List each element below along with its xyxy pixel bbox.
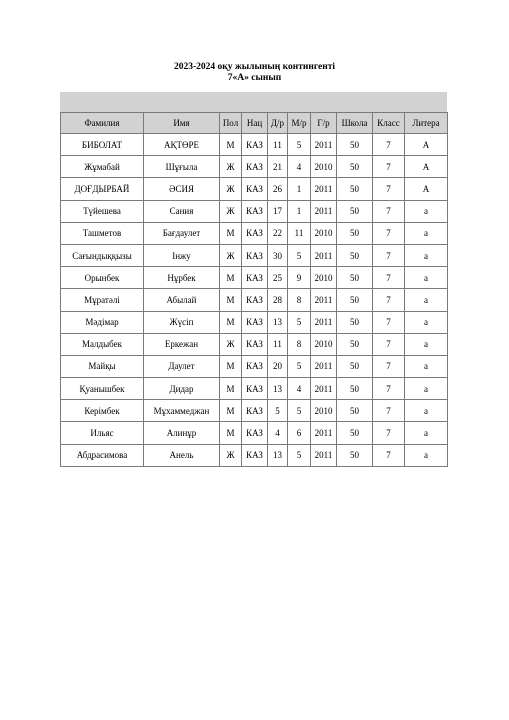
table-row xyxy=(61,400,448,422)
cell-school: 50 xyxy=(337,355,373,377)
cell-class: 7 xyxy=(373,267,405,289)
cell-birth-month: 8 xyxy=(288,333,311,355)
cell-surname: Қуанышбек xyxy=(61,378,144,400)
cell-birth-day: 21 xyxy=(268,156,288,178)
cell-birth-month: 9 xyxy=(288,267,311,289)
cell-first-name: АҚТӨРЕ xyxy=(144,134,220,156)
header-surname: Фамилия xyxy=(61,113,144,134)
table-row xyxy=(61,311,448,333)
cell-school: 50 xyxy=(337,222,373,244)
cell-birth-month: 4 xyxy=(288,378,311,400)
cell-letter: А xyxy=(405,156,448,178)
header-birth-day: Д/р xyxy=(268,113,288,134)
cell-birth-day: 28 xyxy=(268,289,288,311)
table-header xyxy=(61,113,448,134)
cell-birth-day: 13 xyxy=(268,378,288,400)
cell-surname: ДОҒДЫРБАЙ xyxy=(61,178,144,200)
cell-letter: а xyxy=(405,444,448,466)
contingent-table xyxy=(60,112,448,467)
cell-class: 7 xyxy=(373,178,405,200)
cell-surname: Ильяс xyxy=(61,422,144,444)
table-row xyxy=(61,156,448,178)
cell-birth-year: 2011 xyxy=(311,289,337,311)
cell-gender: М xyxy=(220,134,242,156)
cell-class: 7 xyxy=(373,355,405,377)
cell-surname: Түйешева xyxy=(61,200,144,222)
cell-class: 7 xyxy=(373,333,405,355)
cell-birth-day: 20 xyxy=(268,355,288,377)
cell-gender: Ж xyxy=(220,200,242,222)
cell-letter: А xyxy=(405,134,448,156)
cell-first-name: Дидар xyxy=(144,378,220,400)
cell-nationality: КАЗ xyxy=(242,444,268,466)
cell-letter: а xyxy=(405,355,448,377)
cell-gender: Ж xyxy=(220,333,242,355)
cell-letter: а xyxy=(405,200,448,222)
document-subtitle: 7«А» сынып xyxy=(227,73,282,83)
cell-class: 7 xyxy=(373,422,405,444)
cell-nationality: КАЗ xyxy=(242,378,268,400)
cell-nationality: КАЗ xyxy=(242,178,268,200)
cell-surname: Ташметов xyxy=(61,222,144,244)
cell-birth-day: 11 xyxy=(268,333,288,355)
cell-school: 50 xyxy=(337,156,373,178)
cell-gender: М xyxy=(220,378,242,400)
header-letter: Литера xyxy=(405,113,448,134)
cell-nationality: КАЗ xyxy=(242,134,268,156)
header-class: Класс xyxy=(373,113,405,134)
cell-nationality: КАЗ xyxy=(242,222,268,244)
cell-letter: а xyxy=(405,311,448,333)
cell-surname: Мәдімар xyxy=(61,311,144,333)
cell-class: 7 xyxy=(373,400,405,422)
cell-first-name: ӘСИЯ xyxy=(144,178,220,200)
cell-birth-year: 2011 xyxy=(311,444,337,466)
cell-birth-month: 1 xyxy=(288,200,311,222)
cell-gender: М xyxy=(220,400,242,422)
cell-first-name: Даулет xyxy=(144,355,220,377)
cell-gender: М xyxy=(220,355,242,377)
cell-nationality: КАЗ xyxy=(242,400,268,422)
cell-first-name: Сания xyxy=(144,200,220,222)
cell-first-name: Алинұр xyxy=(144,422,220,444)
table-top-band xyxy=(60,92,447,112)
cell-birth-day: 30 xyxy=(268,244,288,266)
cell-class: 7 xyxy=(373,378,405,400)
cell-birth-month: 4 xyxy=(288,156,311,178)
header-birth-month: М/р xyxy=(288,113,311,134)
cell-birth-year: 2011 xyxy=(311,244,337,266)
cell-letter: а xyxy=(405,400,448,422)
cell-nationality: КАЗ xyxy=(242,244,268,266)
cell-letter: а xyxy=(405,422,448,444)
cell-birth-month: 5 xyxy=(288,311,311,333)
cell-class: 7 xyxy=(373,200,405,222)
cell-birth-year: 2011 xyxy=(311,134,337,156)
cell-birth-year: 2011 xyxy=(311,355,337,377)
cell-gender: Ж xyxy=(220,444,242,466)
cell-birth-year: 2010 xyxy=(311,156,337,178)
table-row xyxy=(61,444,448,466)
cell-first-name: Шұғыла xyxy=(144,156,220,178)
cell-class: 7 xyxy=(373,444,405,466)
table-row xyxy=(61,222,448,244)
cell-birth-day: 17 xyxy=(268,200,288,222)
cell-birth-day: 13 xyxy=(268,444,288,466)
cell-gender: М xyxy=(220,222,242,244)
cell-school: 50 xyxy=(337,378,373,400)
cell-birth-year: 2011 xyxy=(311,378,337,400)
cell-gender: М xyxy=(220,311,242,333)
table-row xyxy=(61,355,448,377)
cell-birth-year: 2011 xyxy=(311,311,337,333)
header-nationality: Нац xyxy=(242,113,268,134)
cell-school: 50 xyxy=(337,267,373,289)
cell-birth-month: 5 xyxy=(288,355,311,377)
cell-school: 50 xyxy=(337,400,373,422)
cell-birth-day: 13 xyxy=(268,311,288,333)
cell-birth-month: 6 xyxy=(288,422,311,444)
cell-first-name: Еркежан xyxy=(144,333,220,355)
cell-school: 50 xyxy=(337,311,373,333)
cell-birth-year: 2011 xyxy=(311,422,337,444)
cell-birth-year: 2010 xyxy=(311,400,337,422)
cell-birth-day: 22 xyxy=(268,222,288,244)
table-row xyxy=(61,134,448,156)
cell-gender: М xyxy=(220,422,242,444)
cell-nationality: КАЗ xyxy=(242,355,268,377)
cell-class: 7 xyxy=(373,222,405,244)
table-row xyxy=(61,378,448,400)
cell-birth-month: 5 xyxy=(288,444,311,466)
cell-first-name: Нұрбек xyxy=(144,267,220,289)
cell-surname: Керімбек xyxy=(61,400,144,422)
cell-birth-month: 1 xyxy=(288,178,311,200)
table-row xyxy=(61,244,448,266)
cell-birth-year: 2011 xyxy=(311,178,337,200)
cell-surname: Майқы xyxy=(61,355,144,377)
cell-first-name: Інжу xyxy=(144,244,220,266)
cell-school: 50 xyxy=(337,289,373,311)
cell-surname: Мұратәлі xyxy=(61,289,144,311)
cell-school: 50 xyxy=(337,134,373,156)
cell-first-name: Жүсіп xyxy=(144,311,220,333)
document-title: 2023-2024 оқу жылының контингенті xyxy=(173,62,336,72)
cell-school: 50 xyxy=(337,200,373,222)
cell-birth-year: 2011 xyxy=(311,200,337,222)
table-row xyxy=(61,200,448,222)
cell-letter: а xyxy=(405,222,448,244)
cell-nationality: КАЗ xyxy=(242,422,268,444)
cell-nationality: КАЗ xyxy=(242,267,268,289)
cell-first-name: Мұхаммеджан xyxy=(144,400,220,422)
cell-nationality: КАЗ xyxy=(242,156,268,178)
cell-birth-year: 2010 xyxy=(311,222,337,244)
cell-first-name: Анель xyxy=(144,444,220,466)
cell-first-name: Бағдаулет xyxy=(144,222,220,244)
header-gender: Пол xyxy=(220,113,242,134)
cell-surname: БИБОЛАТ xyxy=(61,134,144,156)
cell-birth-day: 5 xyxy=(268,400,288,422)
cell-birth-day: 11 xyxy=(268,134,288,156)
cell-class: 7 xyxy=(373,311,405,333)
cell-class: 7 xyxy=(373,156,405,178)
cell-letter: а xyxy=(405,333,448,355)
cell-letter: а xyxy=(405,267,448,289)
cell-surname: Орынбек xyxy=(61,267,144,289)
table-row xyxy=(61,333,448,355)
cell-gender: Ж xyxy=(220,178,242,200)
cell-birth-month: 5 xyxy=(288,134,311,156)
cell-class: 7 xyxy=(373,289,405,311)
cell-gender: Ж xyxy=(220,244,242,266)
cell-birth-month: 5 xyxy=(288,400,311,422)
cell-class: 7 xyxy=(373,244,405,266)
cell-nationality: КАЗ xyxy=(242,333,268,355)
cell-birth-year: 2010 xyxy=(311,333,337,355)
cell-birth-day: 4 xyxy=(268,422,288,444)
cell-surname: Сағындыққызы xyxy=(61,244,144,266)
cell-birth-month: 5 xyxy=(288,244,311,266)
cell-surname: Малдыбек xyxy=(61,333,144,355)
cell-school: 50 xyxy=(337,333,373,355)
cell-school: 50 xyxy=(337,244,373,266)
cell-nationality: КАЗ xyxy=(242,311,268,333)
cell-school: 50 xyxy=(337,422,373,444)
header-school: Школа xyxy=(337,113,373,134)
cell-letter: А xyxy=(405,178,448,200)
cell-nationality: КАЗ xyxy=(242,289,268,311)
cell-class: 7 xyxy=(373,134,405,156)
cell-gender: Ж xyxy=(220,156,242,178)
cell-birth-day: 26 xyxy=(268,178,288,200)
header-birth-year: Г/р xyxy=(311,113,337,134)
table-row xyxy=(61,178,448,200)
header-row xyxy=(61,113,448,134)
cell-letter: а xyxy=(405,378,448,400)
cell-birth-month: 8 xyxy=(288,289,311,311)
cell-first-name: Абылай xyxy=(144,289,220,311)
cell-school: 50 xyxy=(337,178,373,200)
cell-gender: М xyxy=(220,267,242,289)
cell-letter: а xyxy=(405,289,448,311)
cell-school: 50 xyxy=(337,444,373,466)
cell-surname: Абдрасимова xyxy=(61,444,144,466)
cell-surname: Жұмабай xyxy=(61,156,144,178)
header-first-name: Имя xyxy=(144,113,220,134)
cell-letter: а xyxy=(405,244,448,266)
cell-gender: М xyxy=(220,289,242,311)
table-body xyxy=(61,134,448,467)
table-row xyxy=(61,422,448,444)
table-row xyxy=(61,289,448,311)
cell-nationality: КАЗ xyxy=(242,200,268,222)
cell-birth-day: 25 xyxy=(268,267,288,289)
cell-birth-month: 11 xyxy=(288,222,311,244)
cell-birth-year: 2010 xyxy=(311,267,337,289)
table-row xyxy=(61,267,448,289)
